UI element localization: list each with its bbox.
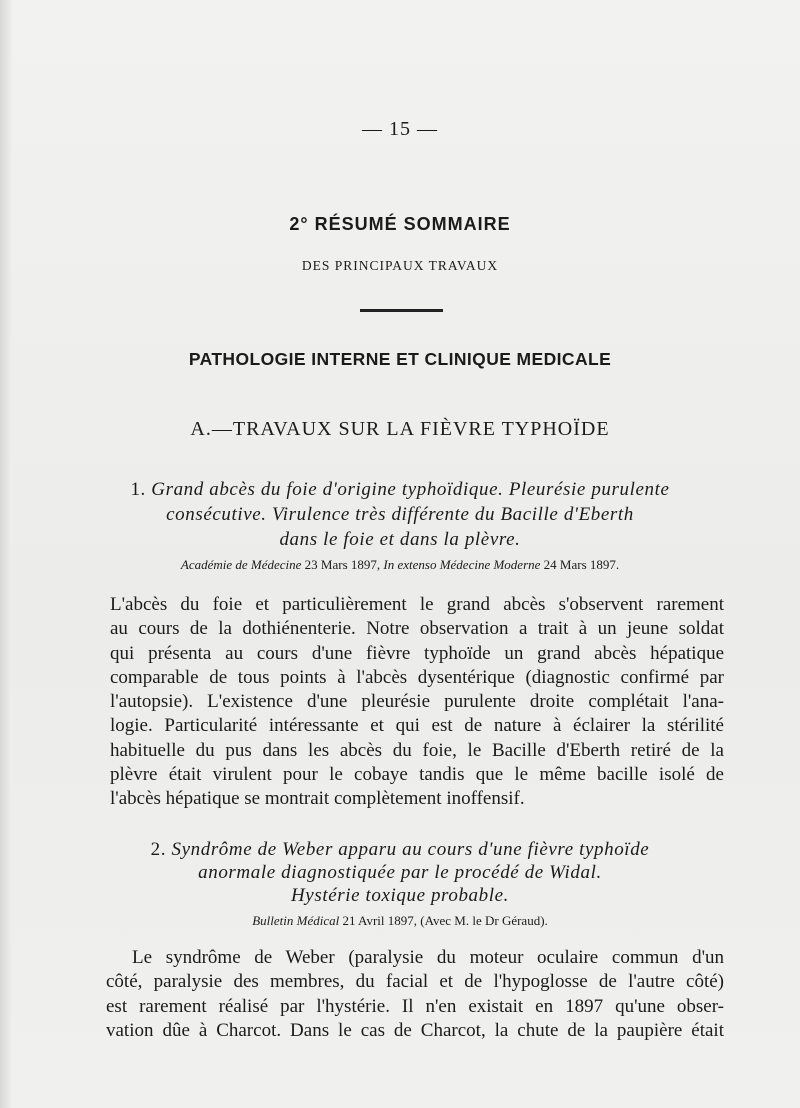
entry-1-number: 1.	[130, 479, 146, 500]
entry-1-title-text: Grand abcès du foie d'origine typhoïdique. Pleurésie purulente	[151, 479, 670, 500]
paragraph-line: au cours de la dothiénenterie. Notre observation a trait à un jeune soldat	[110, 618, 724, 640]
entry-1-source-journal-date: 24 Mars 1897.	[543, 557, 620, 572]
paragraph-line: logie. Particularité intéressante et qui est de nature à éclairer la stérilité	[110, 715, 724, 737]
part-heading: PATHOLOGIE INTERNE ET CLINIQUE MEDICALE	[188, 349, 612, 369]
entry-1-source-extenso: In extenso	[383, 557, 437, 572]
paragraph-line: est rarement réalisé par l'hystérie. Il n'en existait en 1897 qu'une obser-	[106, 995, 724, 1017]
page-number: — 15 —	[362, 118, 438, 140]
paragraph-line: qui présenta au cours d'une fièvre typhoïde un grand abcès hépatique	[110, 642, 724, 664]
entry-2-source-date: 21 Avril 1897, (Avec M. le Dr Géraud).	[342, 913, 548, 928]
entry-1-source-journal: Médecine Moderne	[439, 557, 541, 572]
chapter-heading: A.—TRAVAUX SUR LA FIÈVRE TYPHOÏDE	[190, 418, 610, 440]
entry-2-paragraph	[106, 946, 724, 1043]
entry-2-title-line-3: Hystérie toxique probable.	[290, 885, 510, 906]
paragraph-line: L'abcès du foie et particulièrement le grand abcès s'observent rarement	[110, 594, 724, 615]
entry-1-source-date: 23 Mars 1897,	[304, 557, 381, 572]
paragraph-line: l'autopsie). L'existence d'une pleurésie purulente droite complétait l'ana-	[110, 691, 724, 713]
entry-1-title-line-3: dans le foie et dans la plèvre.	[279, 529, 521, 550]
entry-1-source-publisher: Académie de Médecine	[180, 557, 302, 572]
paragraph-line: Le syndrôme de Weber (paralysie du moteur oculaire commun d'un	[132, 947, 724, 968]
entry-2-source-publisher: Bulletin Médical	[252, 913, 340, 928]
entry-1-paragraph	[110, 593, 724, 812]
entry-1-title-line-1	[0, 479, 800, 501]
entry-2-number: 2.	[150, 839, 167, 860]
horizontal-rule	[360, 309, 443, 312]
entry-2-title-line-2: anormale diagnostiquée par le procédé de Widal.	[198, 862, 602, 883]
paragraph-line: l'abcès hépatique se montrait complètement inoffensif.	[110, 788, 525, 810]
paragraph-line: côté, paralysie des membres, du facial et de l'hypoglosse de l'autre côté)	[106, 971, 724, 993]
entry-1-source	[0, 557, 800, 573]
paragraph-line: comparable de tous points à l'abcès dysentérique (diagnostic confirmé par	[110, 666, 724, 688]
entry-2-source	[0, 913, 800, 929]
paragraph-line: habituelle du pus dans les abcès du foie, le Bacille d'Eberth retiré de la	[110, 739, 724, 761]
entry-1-title-line-2: consécutive. Virulence très différente du Bacille d'Eberth	[166, 504, 634, 525]
paragraph-line: plèvre était virulent pour le cobaye tandis que le même bacille isolé de	[110, 764, 724, 786]
page-edge-shadow	[0, 0, 12, 1108]
section-subheading: DES PRINCIPAUX TRAVAUX	[301, 258, 499, 273]
section-heading: 2° RÉSUMÉ SOMMAIRE	[289, 214, 511, 234]
paragraph-line: vation dûe à Charcot. Dans le cas de Charcot, la chute de la paupière était	[106, 1019, 724, 1041]
entry-2-title-line-1	[0, 839, 800, 861]
entry-2-title-text: Syndrôme de Weber apparu au cours d'une fièvre typhoïde	[171, 839, 650, 860]
